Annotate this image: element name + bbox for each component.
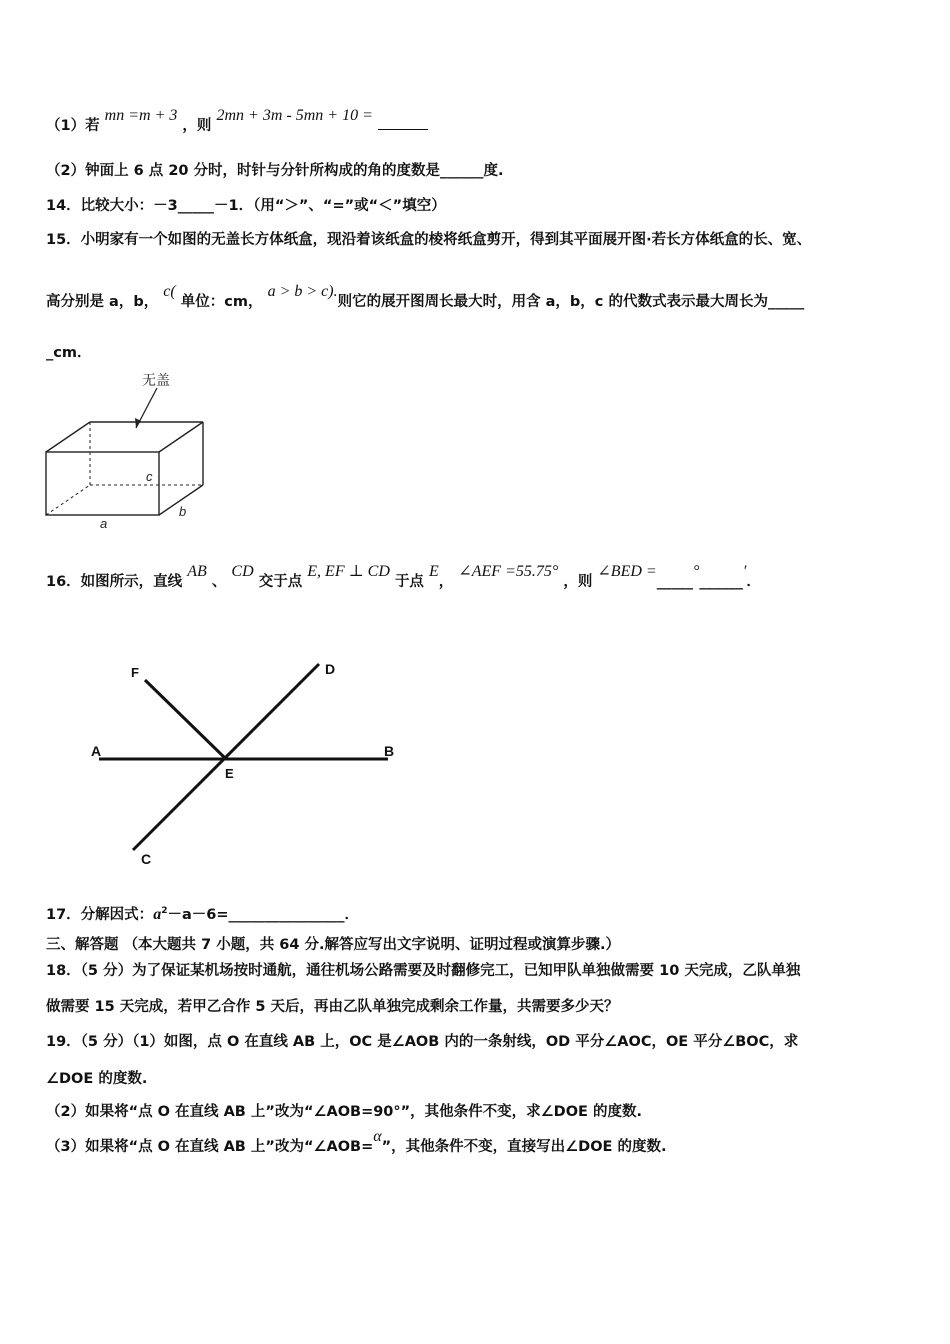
q16-blank2: ______ xyxy=(699,574,743,590)
point-e-label: E xyxy=(225,766,234,781)
label-a: a xyxy=(100,516,108,531)
q15-unit: 单位：cm， xyxy=(180,294,263,310)
q16-then: ，则 xyxy=(563,574,593,590)
q17-end: ． xyxy=(344,906,359,923)
box-hidden-diagonal xyxy=(46,485,90,515)
q16-angle: ∠AEF =55.75° xyxy=(458,563,559,580)
lines-figure xyxy=(85,655,415,870)
q14-text: 14．比较大小：－3 xyxy=(46,198,178,214)
point-d-label: D xyxy=(325,661,336,677)
q15-blank: _____ xyxy=(767,294,805,310)
q19-line4 xyxy=(46,1128,667,1157)
q14 xyxy=(46,196,446,216)
q17-prefix: 17．分解因式： xyxy=(46,906,154,923)
q19-line1: 19．（5 分）（1）如图，点 O 在直线 AB 上，OC 是∠AOB 内的一条射线，OD 平分∠AOC，OE 平分∠BOC，求 xyxy=(46,1034,799,1050)
label-b: b xyxy=(179,504,187,519)
point-a-label: A xyxy=(91,743,102,759)
q16-cd: CD xyxy=(231,563,254,580)
q15-line1: 15．小明家有一个如图的无盖长方体纸盒，现沿着该纸盒的棱将纸盒剪开，得到其平面展开图·若长方体纸盒的长、宽、 xyxy=(46,232,812,248)
q13-then: ，则 xyxy=(182,118,212,134)
q16-blank1: _____ xyxy=(656,574,693,590)
box-figure xyxy=(40,368,220,538)
q17-rest: －a－6= xyxy=(167,906,229,923)
point-b-label: B xyxy=(384,743,395,759)
q16-ab: AB xyxy=(187,563,207,580)
q17 xyxy=(46,901,359,925)
section3-note: （本大题共 7 小题，共 64 分.解答应写出文字说明、证明过程或演算步骤.） xyxy=(123,937,621,953)
q19-line4-b: ”，其他条件不变，直接写出∠DOE 的度数. xyxy=(381,1139,667,1155)
q13-condition: mn =m + 3 xyxy=(104,107,178,124)
q13-part2 xyxy=(46,161,504,181)
q19-line3: （2）如果将“点 O 在直线 AB 上”改为“∠AOB=90°”，其他条件不变，求∠DOE 的度数. xyxy=(46,1104,642,1120)
section3-title: 三、解答题 xyxy=(46,937,119,953)
q16-deg: ° xyxy=(692,563,700,580)
q16-sep: 、 xyxy=(211,574,227,590)
q17-var-a: a xyxy=(153,905,162,923)
q16-at: 于点 xyxy=(394,574,424,590)
q18-line1: 18．（5 分）为了保证某机场按时通航，通往机场公路需要及时翻修完工，已知甲队单独做需要 10 天完成，乙队单独 xyxy=(46,963,801,979)
q15-line2-c2: 则它的展开图周长最大时，用含 a，b，c 的代数式表示最大周长为 xyxy=(337,294,768,310)
box-top-left-edge xyxy=(46,422,90,452)
q15-condition: a > b > c). xyxy=(267,283,338,300)
point-c-label: C xyxy=(141,851,152,867)
q16-comma: ， xyxy=(438,574,454,590)
q13-answer-blank xyxy=(378,114,428,130)
lid-label: 无盖 xyxy=(142,372,170,388)
q16 xyxy=(46,563,761,592)
q15-line2 xyxy=(46,283,805,312)
q17-exponent: 2 xyxy=(161,906,168,916)
q14-blank: _____ xyxy=(177,198,215,214)
q16-prefix: 16．如图所示，直线 xyxy=(46,574,183,590)
q13-part1 xyxy=(46,107,428,136)
q17-blank: ________________ xyxy=(228,906,345,923)
q15-c-paren: c( xyxy=(163,283,176,300)
ray-ef xyxy=(145,680,226,759)
q16-result: ∠BED = xyxy=(597,563,657,580)
q13-expression: 2mn + 3m - 5mn + 10 = xyxy=(216,107,373,124)
box-top-right-edge xyxy=(159,422,203,452)
section3-heading xyxy=(46,935,620,955)
q18-line2: 做需要 15 天完成，若甲乙合作 5 天后，再由乙队单独完成剩余工作量，共需要多少天？ xyxy=(46,999,619,1015)
label-c: c xyxy=(146,469,153,484)
q16-e: E xyxy=(429,563,439,580)
q13-part2-suffix: 度. xyxy=(483,163,504,179)
q16-end: ． xyxy=(746,574,761,590)
q13-part2-blank: ______ xyxy=(440,163,484,179)
q19-line2: ∠DOE 的度数. xyxy=(46,1071,148,1087)
q15-line3: _cm． xyxy=(46,345,92,361)
q13-part1-label: （1）若 xyxy=(46,118,100,134)
q15-line2-a: 高分别是 a，b， xyxy=(46,294,159,310)
q16-intersect: 交于点 xyxy=(258,574,303,590)
q14-middle: －1．（用“＞”、“=”或“＜”填空） xyxy=(214,198,446,214)
q13-part2-text: （2）钟面上 6 点 20 分时，时针与分针所构成的角的度数是 xyxy=(46,163,441,179)
q16-min: ′ xyxy=(742,563,747,580)
q19-alpha: α xyxy=(373,1128,382,1145)
box-front-face xyxy=(46,452,159,515)
point-f-label: F xyxy=(131,665,139,680)
q16-cond: E, EF ⊥ CD xyxy=(307,563,390,580)
q19-line4-a: （3）如果将“点 O 在直线 AB 上”改为“∠AOB= xyxy=(46,1139,374,1155)
